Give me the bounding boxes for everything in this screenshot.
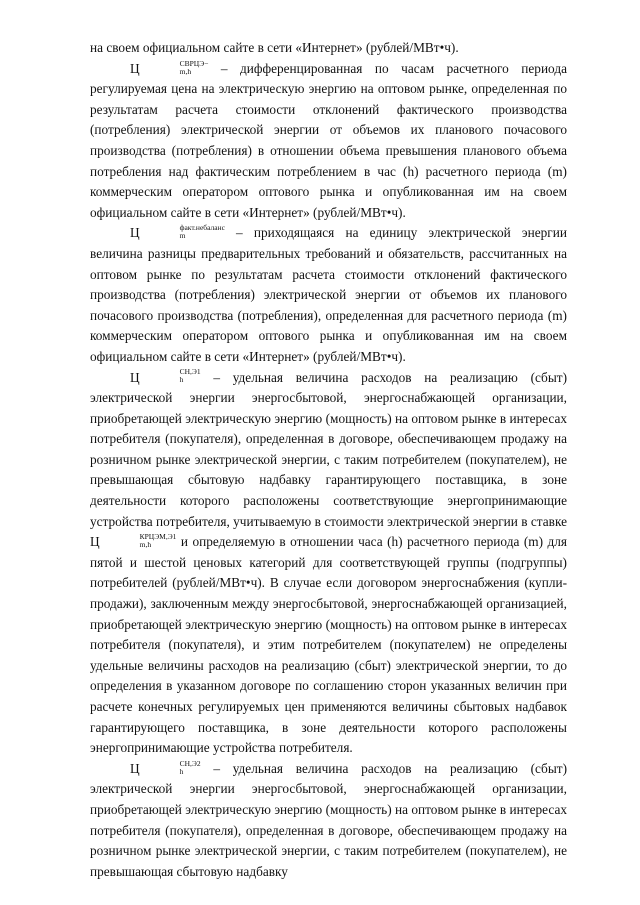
formula-symbol: Ц факт.небаланс m [130,223,225,241]
inline-formula-symbol: Ц КРЦЭМ,Э1 m,h [90,532,177,550]
definition-text-part-a: – удельная величина расходов на реализацию (сбыт) электрической энергии энергосбытовой, энергоснабжающей организации, приобретающей электрическую энергию (мощность) на оптовом рынке в интересах потребителя (покупателя), определенная в договоре, обеспечивающем продажу на розничном рынке электрической энергии, с таким потребителем (покупателем), не превышающая сбытовую надбавку гарантирующего поставщика, в зоне деятельности которого расположены соответствующие энергопринимающие устройства потребителя, учитываемую в стоимости электрической энергии в ставке [90,369,567,529]
definition-text-part-b: и определяемую в отношении часа (h) расчетного периода (m) для пятой и шестой ценовых категорий для соответствующей группы (подгруппы) потребителей (рублей/МВт•ч). В случае если договором энергоснабжения (купли-продажи), заключенным между энергосбытовой, энергоснабжающей организацией, приобретающей электрическую энергию (мощность) на оптовом рынке в интересах потребителя (покупателя), и этим потребителем (покупателем) не определены удельные величины расходов на реализацию (сбыт) электрической энергии, то до определения в указанном договоре по соглашению сторон указанных величин при расчете конечных регулируемых цен применяются величины сбытовых надбавок гарантирующего поставщика, в зоне деятельности которого расположены энергопринимающие устройства потребителя. [90,534,567,756]
definition-text: – удельная величина расходов на реализацию (сбыт) электрической энергии энергосбытовой, энергоснабжающей организации, приобретающей электрическую энергию (мощность) на оптовом рынке в интересах потребителя (покупателя), определенная в договоре, обеспечивающем продажу на розничном рынке электрической энергии, с таким потребителем (покупателем), не превышающая сбытовую надбавку [90,760,567,879]
definition-svrce-price [90,59,567,224]
document-page [90,38,567,882]
definition-sales-expense-e2 [90,759,567,883]
definition-text: – приходящаяся на единицу электрической энергии величина разницы предварительных требований и обязательств, рассчитанных на оптовом рынке по результатам расчета стоимости отклонений фактического производства (потребления) электрической энергии от объемов их планового почасового производства (потребления), определенная для расчетного периода (m) коммерческим оператором оптового рынка и опубликованная им на своем официальном сайте в сети «Интернет» (рублей/МВт•ч). [90,225,567,364]
definition-fact-imbalance-price [90,223,567,367]
definition-text: – дифференцированная по часам расчетного периода регулируемая цена на электрическую энергию на оптовом рынке, определенная по результатам расчета стоимости отклонений фактического производства (потребления) электрической энергии от объемов их планового почасового производства (потребления) в отношении объема превышения планового объема потребления над фактическим потреблением в час (h) расчетного периода (m) коммерческим оператором оптового рынка и опубликованная им на своем официальном сайте в сети «Интернет» (рублей/МВт•ч). [90,60,567,220]
formula-symbol: Ц СН,Э1 h [130,367,201,385]
formula-symbol: Ц СВРЦЭ− m,h [130,58,209,76]
paragraph-continuation: на своем официальном сайте в сети «Интернет» (рублей/МВт•ч). [90,40,459,55]
definition-sales-expense-e1 [90,368,567,759]
formula-symbol: Ц СН,Э2 h [130,758,201,776]
